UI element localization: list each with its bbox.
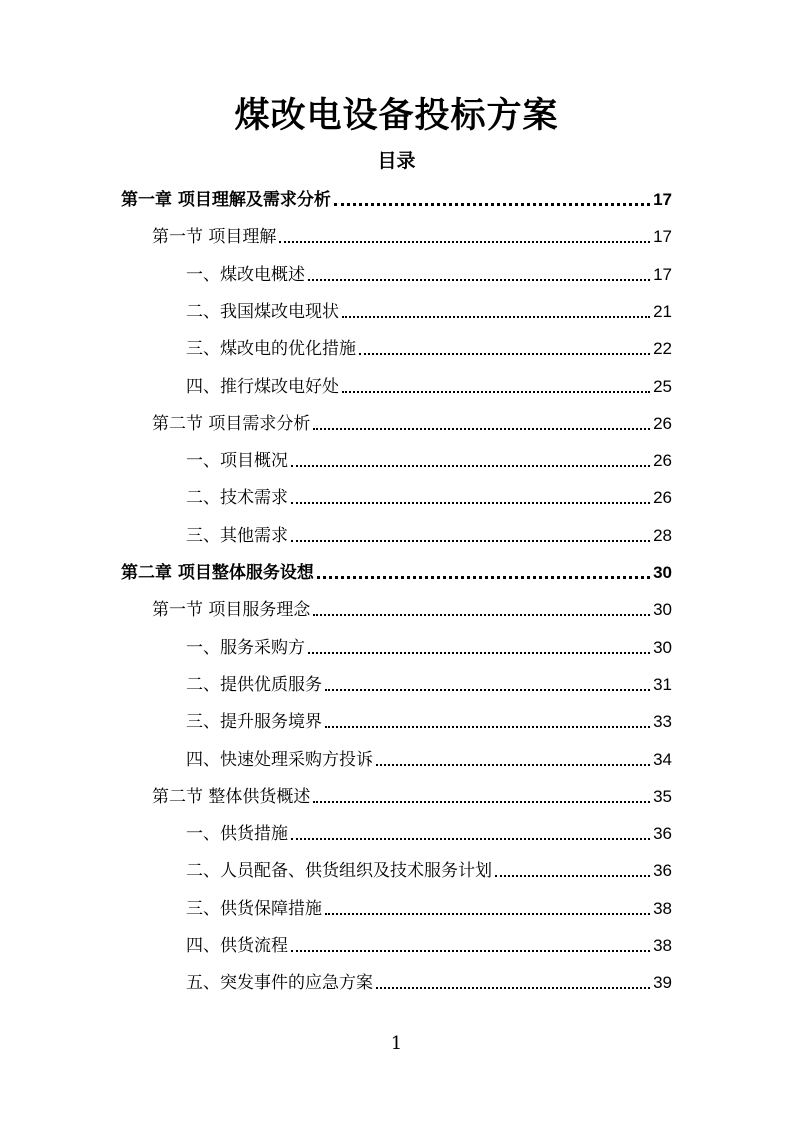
toc-entry-page: 17	[653, 190, 672, 209]
toc-entry-page: 33	[653, 712, 672, 732]
toc-entry[interactable]	[186, 696, 672, 733]
toc-entry-page: 25	[653, 376, 672, 396]
toc-entry-page: 34	[653, 749, 672, 769]
toc-entry-label: 第一节 项目服务理念	[152, 600, 311, 621]
toc-dot-leader	[291, 465, 650, 467]
toc-entry[interactable]	[186, 435, 672, 472]
toc-dot-leader	[308, 279, 650, 281]
toc-entry-label: 四、供货流程	[186, 936, 288, 956]
toc-entry[interactable]	[152, 211, 672, 248]
toc-dot-leader	[325, 689, 650, 691]
toc-dot-leader	[342, 316, 650, 318]
toc-entry-label: 三、提升服务境界	[186, 712, 322, 733]
toc-entry-page: 38	[653, 898, 672, 918]
toc-dot-leader	[291, 950, 650, 952]
toc-dot-leader	[291, 838, 650, 840]
toc-dot-leader	[313, 614, 650, 616]
toc-entry[interactable]	[121, 547, 672, 584]
toc-entry-page: 38	[653, 936, 672, 955]
toc-entry-label: 二、人员配备、供货组织及技术服务计划	[186, 861, 492, 882]
toc-dot-leader	[495, 875, 650, 877]
toc-entry-label: 四、快速处理采购方投诉	[186, 749, 373, 770]
toc-dot-leader	[317, 576, 650, 579]
toc-entry[interactable]	[186, 920, 672, 957]
toc-entry-label: 一、服务采购方	[186, 637, 305, 658]
toc-entry[interactable]	[121, 174, 672, 211]
toc-entry[interactable]	[186, 845, 672, 882]
toc-entry[interactable]	[152, 771, 672, 808]
toc-dot-leader	[291, 540, 650, 542]
toc-entry[interactable]	[186, 361, 672, 398]
toc-entry[interactable]	[152, 584, 672, 621]
toc-entry-page: 30	[653, 563, 672, 582]
toc-entry[interactable]	[186, 808, 672, 845]
toc-entry[interactable]	[186, 957, 672, 994]
toc-dot-leader	[334, 203, 650, 206]
toc-entry-label: 四、推行煤改电好处	[186, 376, 339, 397]
toc-entry-label: 第一节 项目理解	[152, 227, 277, 248]
toc-dot-leader	[313, 801, 650, 803]
toc-dot-leader	[359, 353, 650, 355]
toc-entry-label: 一、项目概况	[186, 451, 288, 472]
toc-heading: 目录	[377, 150, 416, 172]
toc-entry-page: 26	[653, 488, 672, 508]
toc-dot-leader	[325, 726, 650, 728]
toc-entry-label: 二、提供优质服务	[186, 674, 322, 695]
toc-entry-label: 三、煤改电的优化措施	[186, 339, 356, 360]
toc-entry-page: 35	[653, 786, 672, 806]
toc-entry-label: 第二章 项目整体服务设想	[121, 563, 314, 583]
toc-dot-leader	[325, 913, 650, 915]
toc-entry[interactable]	[186, 249, 672, 286]
toc-entry[interactable]	[186, 883, 672, 920]
toc-dot-leader	[376, 764, 650, 766]
toc-entry[interactable]	[186, 734, 672, 771]
toc-entry-page: 28	[653, 525, 672, 545]
toc-dot-leader	[291, 502, 650, 504]
toc-entry-label: 二、我国煤改电现状	[186, 301, 339, 322]
page-title: 煤改电设备投标方案	[234, 96, 559, 136]
toc-entry-page: 21	[653, 301, 672, 321]
toc-entry-page: 26	[653, 451, 672, 471]
toc-entry[interactable]	[186, 323, 672, 360]
toc-dot-leader	[342, 391, 650, 393]
toc-entry-page: 22	[653, 339, 672, 359]
toc-entry-page: 39	[653, 973, 672, 993]
toc-entry-label: 二、技术需求	[186, 488, 288, 509]
page-number: 1	[390, 1033, 403, 1054]
toc-entry-page: 36	[653, 824, 672, 844]
toc-entry[interactable]	[186, 286, 672, 323]
toc-entry[interactable]	[186, 510, 672, 547]
toc-entry-page: 31	[653, 674, 672, 694]
toc-entry[interactable]	[186, 622, 672, 659]
toc-entry-label: 三、其他需求	[186, 525, 288, 546]
toc-dot-leader	[308, 652, 650, 654]
toc-dot-leader	[313, 428, 650, 430]
toc-entry-page: 36	[653, 861, 672, 881]
toc-dot-leader	[376, 987, 650, 989]
toc-entry[interactable]	[186, 472, 672, 509]
toc-entry-label: 第二节 整体供货概述	[152, 786, 311, 807]
toc-entry-page: 30	[653, 600, 672, 620]
toc-entry-label: 第一章 项目理解及需求分析	[121, 190, 331, 210]
toc-entry-label: 五、突发事件的应急方案	[186, 973, 373, 994]
toc-entry-page: 17	[653, 264, 672, 284]
toc-entry[interactable]	[152, 398, 672, 435]
toc-entry-page: 17	[653, 227, 672, 247]
toc-entry-label: 一、煤改电概述	[186, 264, 305, 285]
toc-entry-page: 30	[653, 637, 672, 657]
toc-entry-label: 一、供货措施	[186, 824, 288, 845]
toc-entry-page: 26	[653, 413, 672, 433]
toc-dot-leader	[279, 241, 650, 243]
toc-entry-label: 三、供货保障措施	[186, 898, 322, 919]
toc-entry[interactable]	[186, 659, 672, 696]
toc-entry-label: 第二节 项目需求分析	[152, 413, 311, 434]
